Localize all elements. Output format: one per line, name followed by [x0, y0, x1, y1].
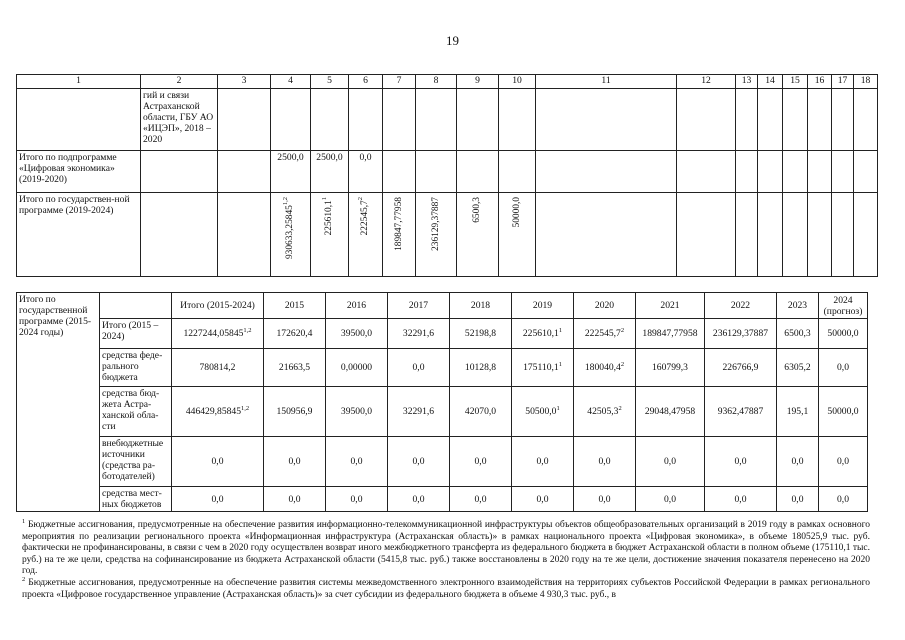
col-header-year-forecast: 2024 (прогноз): [819, 293, 868, 319]
year-value: 39500,0: [326, 319, 388, 349]
value-cell: 225610,1$^1$: [311, 193, 349, 277]
value-cell: 50000,0: [499, 193, 536, 277]
year-value: 189847,77958: [636, 319, 705, 349]
group-label: Итого по государственной программе (2015-2024 годы): [17, 293, 100, 512]
year-value: 6305,2: [777, 349, 819, 387]
value-cell: 189847,77958: [383, 193, 416, 277]
year-value: 225610,1$^1$: [512, 319, 574, 349]
year-value: 160799,3: [636, 349, 705, 387]
year-value: 39500,0: [326, 387, 388, 437]
financing-source-label: средства бюд-жета Астра-ханской обла-сти: [100, 387, 172, 437]
financing-row: [17, 487, 868, 512]
footnote: $^1$ Бюджетные ассигнования, предусмотренные на обеспечение развития информационно-телекоммуникационной инфраструктуры объектов общеобразовательных организаций в 2019 году в рамках основного мероприятия по реализации регионального проекта «Информационная инфраструктура (Астраханская область)» в рамках национального проекта «Цифровая экономика», в объеме 180525,9 тыс. руб. фактически не профинансированы, в связи с чем в 2020 году осуществлен возврат иного межбюджетного трансферта из федерального бюджета в бюджет Астраханской области в полном объеме (175110,1 тыс. руб.) на те же цели, средства на софинансирование из бюджета Астраханской области (5415,8 тыс. руб.) также восстановлены в 2020 году на те же цели, достижение значения показателя перенесено на 2020 год.: [22, 517, 870, 577]
financing-source-label: средства феде-рального бюджета: [100, 349, 172, 387]
year-value: 0,0: [777, 437, 819, 487]
financing-row: [17, 437, 868, 487]
value-cell: 6500,3: [457, 193, 499, 277]
year-value: 0,0: [326, 487, 388, 512]
program-activities-table: [16, 74, 878, 277]
total-value: 780814,2: [172, 349, 264, 387]
year-value: 0,0: [450, 437, 512, 487]
year-value: 222545,7$^2$: [574, 319, 636, 349]
total-value: 1227244,05845$^{1,2}$: [172, 319, 264, 349]
col-header-year: 2016: [326, 293, 388, 319]
year-value: 42505,3$^2$: [574, 387, 636, 437]
financing-summary-table: [16, 292, 868, 512]
col-header-year: 2018: [450, 293, 512, 319]
program-total-row: [17, 193, 878, 277]
total-value: 0,0: [172, 487, 264, 512]
col-number: 1: [17, 75, 141, 89]
year-value: 236129,37887: [705, 319, 777, 349]
year-value: 0,00000: [326, 349, 388, 387]
col-number: 13: [736, 75, 758, 89]
year-value: 50500,0$^1$: [512, 387, 574, 437]
financing-source-label: внебюджетные источники (средства ра-ботодателей): [100, 437, 172, 487]
year-value: 0,0: [819, 437, 868, 487]
year-value: 150956,9: [264, 387, 326, 437]
year-value: 29048,47958: [636, 387, 705, 437]
year-value: 0,0: [777, 487, 819, 512]
footnote: $^2$ Бюджетные ассигнования, предусмотренные на обеспечение развития системы межведомственного электронного взаимодействия на территориях субъектов Российской Федерации в рамках регионального проекта «Цифровое государственное управление (Астраханская область)» за счет субсидии из федерального бюджета в объеме 4 930,3 тыс. руб., в: [22, 575, 870, 600]
col-number: 11: [536, 75, 677, 89]
year-value: 0,0: [388, 437, 450, 487]
total-value: 0,0: [172, 437, 264, 487]
col-header-year: 2017: [388, 293, 450, 319]
year-value: 172620,4: [264, 319, 326, 349]
year-value: 0,0: [574, 487, 636, 512]
col-number: 15: [783, 75, 808, 89]
year-value: 0,0: [636, 487, 705, 512]
year-value: 9362,47887: [705, 387, 777, 437]
col-number: 17: [832, 75, 854, 89]
value-cell: 2500,0: [311, 151, 349, 193]
year-value: 0,0: [636, 437, 705, 487]
year-value: 52198,8: [450, 319, 512, 349]
year-value: 0,0: [450, 487, 512, 512]
total-value: 446429,85845$^{1,2}$: [172, 387, 264, 437]
col-header-year: 2015: [264, 293, 326, 319]
year-value: 0,0: [264, 487, 326, 512]
col-number: 2: [141, 75, 218, 89]
year-value: 21663,5: [264, 349, 326, 387]
col-number: 18: [854, 75, 878, 89]
continuation-row: [17, 89, 878, 151]
year-value: 0,0: [388, 487, 450, 512]
col-number: 4: [271, 75, 311, 89]
column-number-row: [17, 75, 878, 89]
financing-row: [17, 349, 868, 387]
row-label: Итого по подпрограмме «Цифровая экономика» (2019-2020): [17, 151, 141, 193]
year-value: 32291,6: [388, 387, 450, 437]
value-cell: 0,0: [349, 151, 383, 193]
year-value: 10128,8: [450, 349, 512, 387]
col-number: 8: [416, 75, 457, 89]
year-value: 195,1: [777, 387, 819, 437]
col-number: 9: [457, 75, 499, 89]
year-value: 0,0: [574, 437, 636, 487]
year-value: 0,0: [512, 487, 574, 512]
financing-source-label: средства мест-ных бюджетов: [100, 487, 172, 512]
year-value: 0,0: [705, 487, 777, 512]
year-value: 6500,3: [777, 319, 819, 349]
year-value: 0,0: [326, 437, 388, 487]
year-value: 0,0: [705, 437, 777, 487]
footnotes: [22, 517, 870, 601]
col-header-year: 2020: [574, 293, 636, 319]
col-header-year: 2021: [636, 293, 705, 319]
executor-cell: гий и связи Астраханской области, ГБУ АО «ИЦЭП», 2018 – 2020: [141, 89, 218, 151]
year-value: 50000,0: [819, 319, 868, 349]
financing-source-label: Итого (2015 – 2024): [100, 319, 172, 349]
year-value: 32291,6: [388, 319, 450, 349]
value-cell: 930633,25845$^{1,2}$: [271, 193, 311, 277]
year-value: 175110,1$^1$: [512, 349, 574, 387]
year-value: 0,0: [388, 349, 450, 387]
col-header-year: 2023: [777, 293, 819, 319]
subprogram-total-row: [17, 151, 878, 193]
page-number: 19: [446, 33, 459, 48]
value-cell: 222545,7$^2$: [349, 193, 383, 277]
col-number: 7: [383, 75, 416, 89]
value-cell: 236129,37887: [416, 193, 457, 277]
col-number: 16: [808, 75, 832, 89]
col-number: 6: [349, 75, 383, 89]
col-header-total: Итого (2015-2024): [172, 293, 264, 319]
year-value: 180040,4$^2$: [574, 349, 636, 387]
col-number: 3: [218, 75, 271, 89]
financing-row: [17, 319, 868, 349]
financing-header-row: [17, 293, 868, 319]
year-value: 42070,0: [450, 387, 512, 437]
col-number: 14: [758, 75, 783, 89]
year-value: 226766,9: [705, 349, 777, 387]
year-value: 0,0: [819, 487, 868, 512]
year-value: 0,0: [264, 437, 326, 487]
col-header-year: 2022: [705, 293, 777, 319]
year-value: 0,0: [512, 437, 574, 487]
financing-row: [17, 387, 868, 437]
col-header-year: 2019: [512, 293, 574, 319]
year-value: 50000,0: [819, 387, 868, 437]
col-number: 10: [499, 75, 536, 89]
col-number: 12: [677, 75, 736, 89]
col-number: 5: [311, 75, 349, 89]
value-cell: 2500,0: [271, 151, 311, 193]
row-label: Итого по государствен-ной программе (2019-2024): [17, 193, 141, 277]
year-value: 0,0: [819, 349, 868, 387]
